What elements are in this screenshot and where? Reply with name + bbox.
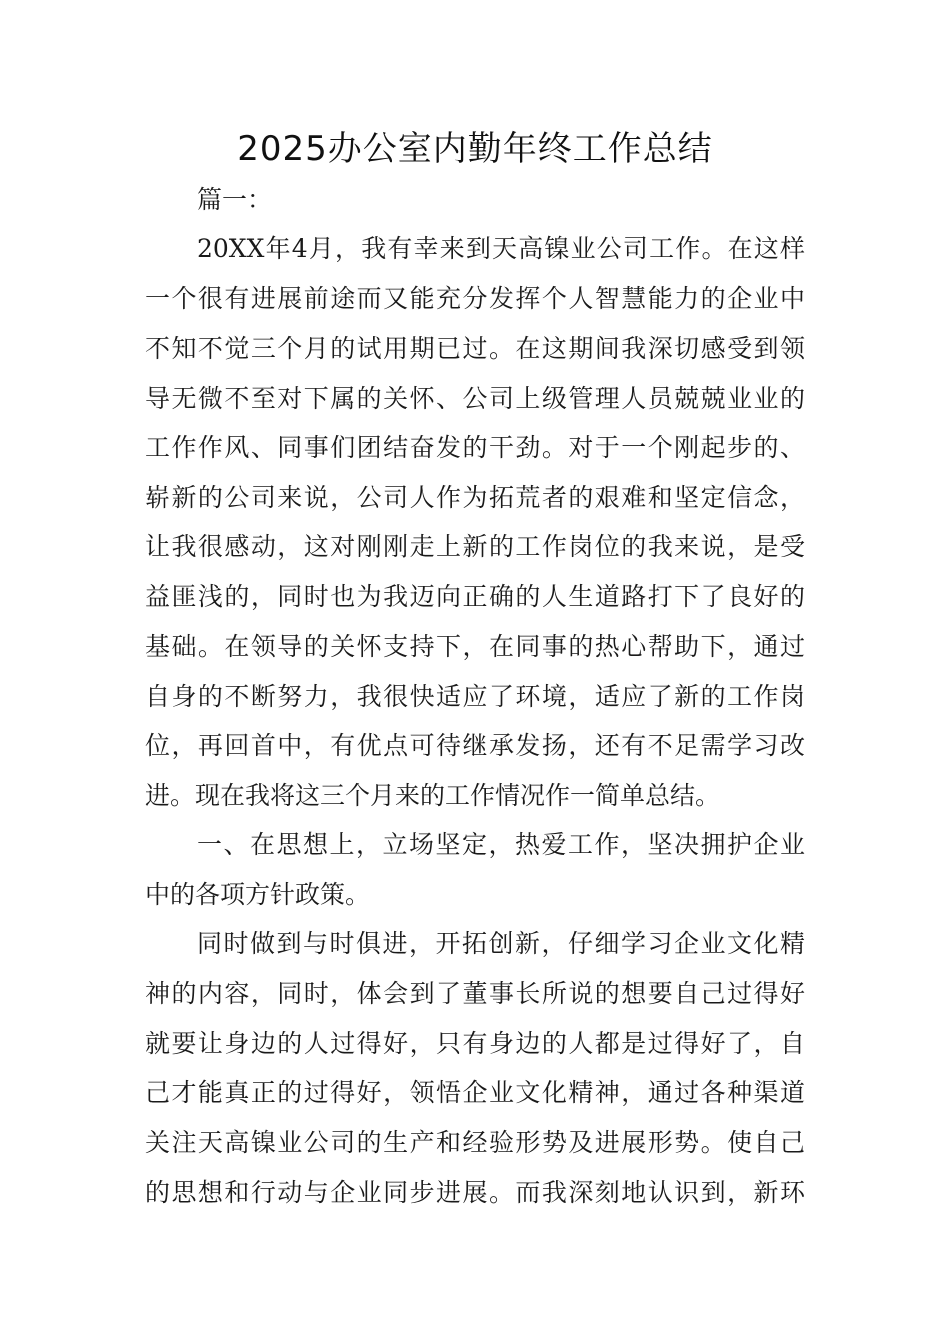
paragraph-line: 不知不觉三个月的试用期已过。在这期间我深切感受到领 <box>145 334 805 363</box>
paragraph-line: 崭新的公司来说，公司人作为拓荒者的艰难和坚定信念， <box>145 483 805 512</box>
paragraph-line: 中的各项方针政策。 <box>145 880 371 909</box>
paragraph-line: 让我很感动，这对刚刚走上新的工作岗位的我来说，是受 <box>145 532 805 561</box>
paragraph-line: 己才能真正的过得好，领悟企业文化精神，通过各种渠道 <box>145 1078 805 1107</box>
paragraph-line: 一、在思想上，立场坚定，热爱工作，坚决拥护企业 <box>197 830 805 859</box>
paragraph-line: 同时做到与时俱进，开拓创新，仔细学习企业文化精 <box>197 929 805 958</box>
paragraph-line: 自身的不断努力，我很快适应了环境，适应了新的工作岗 <box>145 682 805 711</box>
paragraph-line: 工作作风、同事们团结奋发的干劲。对于一个刚起步的、 <box>145 433 805 462</box>
paragraph-line: 进。现在我将这三个月来的工作情况作一简单总结。 <box>145 781 721 810</box>
paragraph-line: 20XX年4月，我有幸来到天高镍业公司工作。在这样 <box>197 234 805 263</box>
paragraph-line: 的思想和行动与企业同步进展。而我深刻地认识到，新环 <box>145 1178 805 1207</box>
document-title: 2025办公室内勤年终工作总结 <box>237 129 713 169</box>
paragraph-line: 关注天高镍业公司的生产和经验形势及进展形势。使自己 <box>145 1128 805 1157</box>
paragraph-line: 就要让身边的人过得好，只有身边的人都是过得好了，自 <box>145 1029 805 1058</box>
paragraph-line: 一个很有进展前途而又能充分发挥个人智慧能力的企业中 <box>145 284 805 313</box>
paragraph-line: 位，再回首中，有优点可待继承发扬，还有不足需学习改 <box>145 731 805 760</box>
paragraph-line: 神的内容，同时，体会到了董事长所说的想要自己过得好 <box>145 979 805 1008</box>
paragraph-line: 益匪浅的，同时也为我迈向正确的人生道路打下了良好的 <box>145 582 805 611</box>
paragraph-line: 导无微不至对下属的关怀、公司上级管理人员兢兢业业的 <box>145 384 805 413</box>
section-label: 篇一： <box>197 185 273 214</box>
paragraph-line: 基础。在领导的关怀支持下，在同事的热心帮助下，通过 <box>145 632 805 661</box>
